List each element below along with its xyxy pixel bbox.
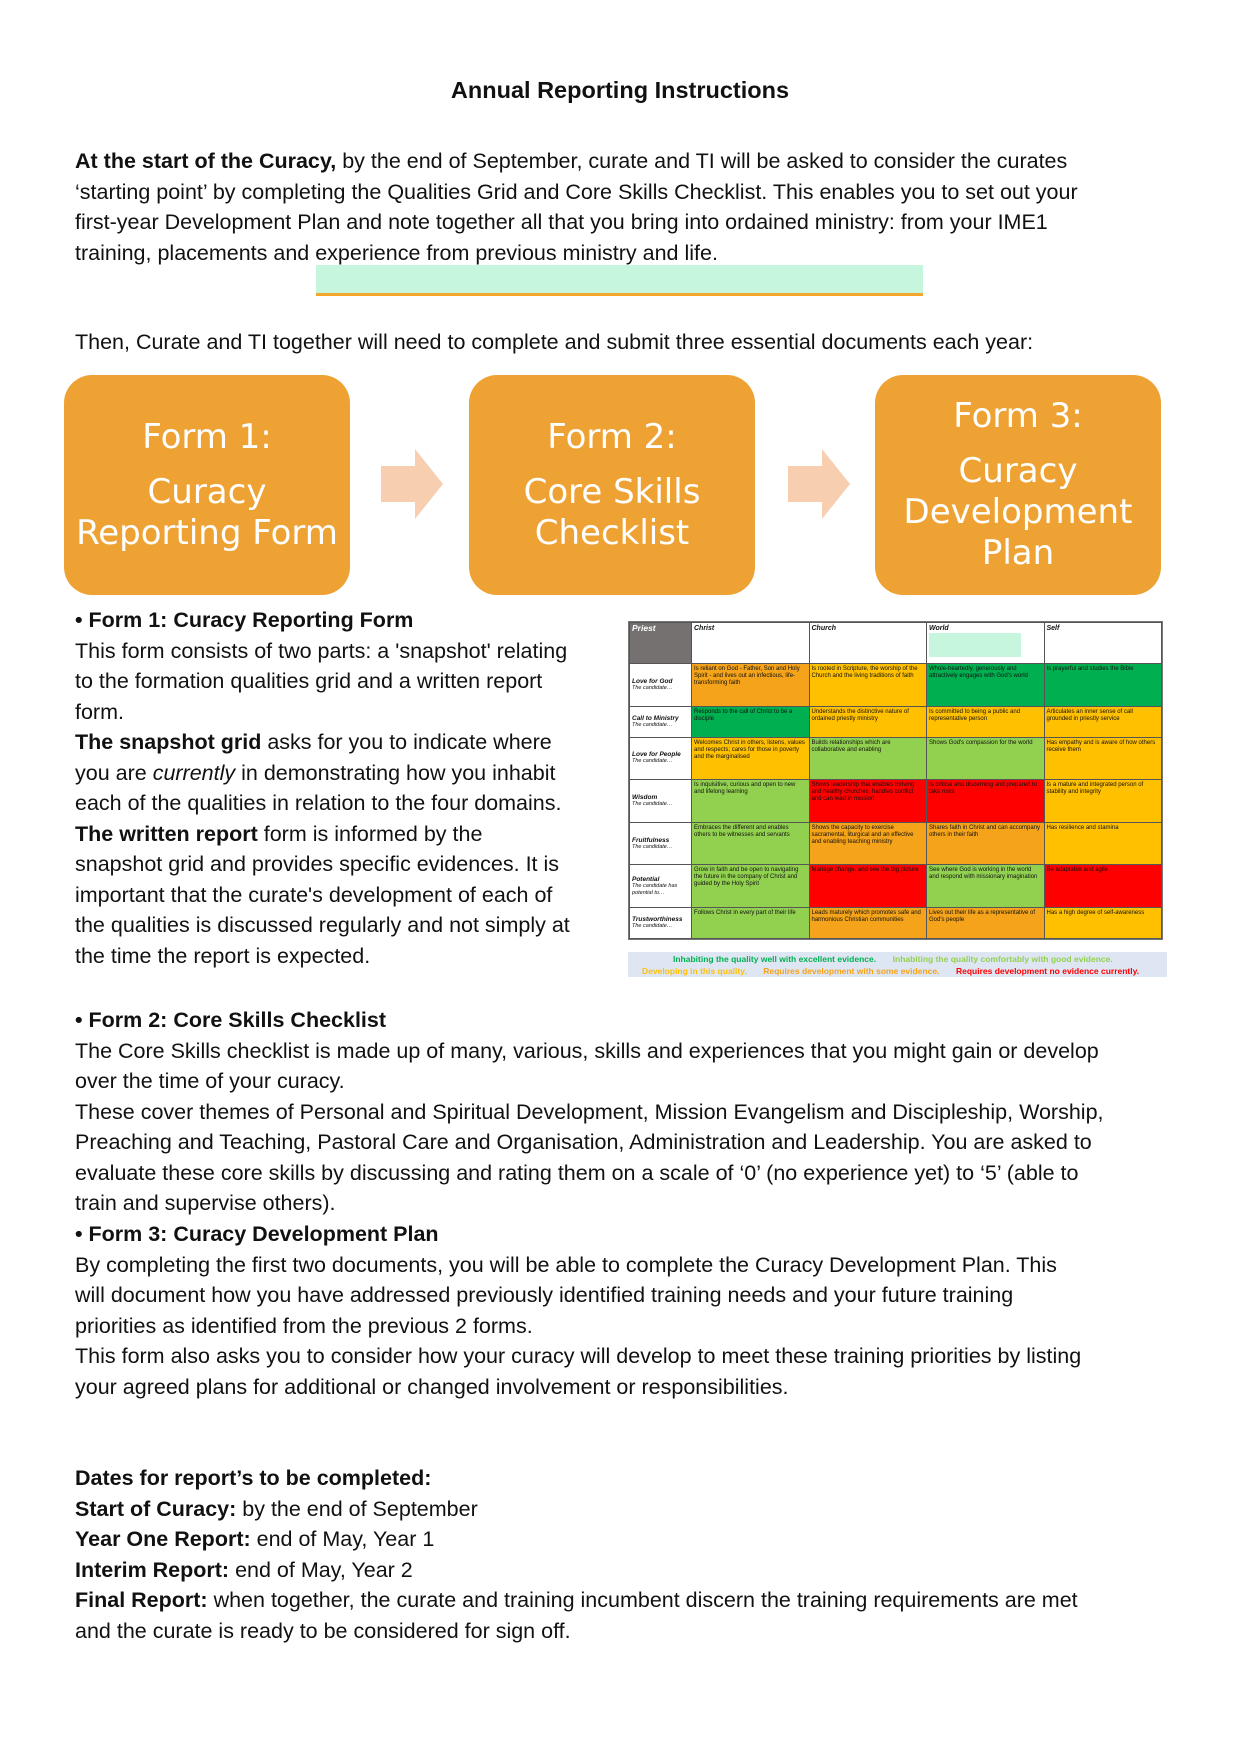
- grid-row-header: [630, 907, 692, 938]
- grid-cell: Understands the distinctive nature of ordained priestly ministry: [809, 706, 927, 737]
- grid-corner-header: Priest: [630, 623, 692, 664]
- form-3-box: [875, 375, 1161, 595]
- final-value: when together, the curate and training incumbent discern the training requirements are met: [207, 1588, 1078, 1612]
- grid-row: [630, 664, 1162, 707]
- grid-cell: Shares faith in Christ and can accompany others in their faith: [927, 822, 1045, 865]
- page-title: Annual Reporting Instructions: [450, 77, 790, 103]
- form-3-line: This form also asks you to consider how your curacy will develop to meet these training priorities by listing: [75, 1344, 1082, 1368]
- form-1-line: the time the report is expected.: [75, 943, 371, 968]
- form-2-line: train and supervise others).: [75, 1191, 336, 1215]
- form-2-line: over the time of your curacy.: [75, 1069, 345, 1093]
- grid-row: [630, 737, 1162, 780]
- legend-item-no-evidence: Requires development no evidence currently.: [955, 966, 1140, 976]
- grid-cell: Is inquisitive, curious and open to new and lifelong learning: [692, 780, 810, 823]
- grid-cell: Is committed to being a public and representative person: [927, 706, 1045, 737]
- arrow-right-icon: [381, 449, 443, 519]
- grid-cell: Builds relationships which are collaborative and enabling: [809, 737, 927, 780]
- grid-cell: Embraces the different and enables others to be witnesses and servants: [692, 822, 810, 865]
- form-3-heading: • Form 3: Curacy Development Plan: [75, 1222, 439, 1246]
- qualities-grid-table: [629, 622, 1162, 939]
- form-3-line: will document how you have addressed previously identified training needs and your future training: [75, 1283, 1014, 1307]
- form-1-box: [64, 375, 350, 595]
- interim-label: Interim Report:: [75, 1557, 230, 1582]
- grid-row-header: [630, 664, 692, 707]
- form-3-name-line: Curacy: [958, 451, 1078, 491]
- grid-row-sub: The candidate…: [632, 800, 673, 807]
- emphasis-currently: currently: [152, 760, 236, 785]
- legend-item-good: Inhabiting the quality comfortably with good evidence.: [892, 954, 1113, 964]
- grid-cell: Is prayerful and studies the Bible: [1044, 664, 1162, 707]
- then-text: Then, Curate and TI together will need to complete and submit three essential documents each year:: [75, 330, 1034, 354]
- grid-cell: Articulates an inner sense of call grounded in priestly service: [1044, 706, 1162, 737]
- form-3-line: By completing the first two documents, you will be able to complete the Curacy Development Plan. This: [75, 1252, 1057, 1277]
- grid-cell: Leads maturely which promotes safe and harmonious Christian communities: [809, 907, 927, 938]
- grid-cell: Follows Christ in every part of their life: [692, 907, 810, 938]
- snapshot-grid-label: The snapshot grid: [75, 730, 262, 754]
- grid-row-header: [630, 706, 692, 737]
- grid-row-sub: The candidate…: [632, 684, 673, 691]
- grid-cell: Shows leadership that enables thriving and healthy churches, handles conflict and can lead in mission: [809, 780, 927, 823]
- form-3-name-line: Plan: [981, 533, 1055, 573]
- form-2-section: [75, 1005, 1175, 1219]
- form-3-line: priorities as identified from the previous 2 forms.: [75, 1313, 533, 1338]
- grid-row: [630, 907, 1162, 938]
- grid-row-name: Call to Ministry: [632, 714, 679, 722]
- form-2-line: Preaching and Teaching, Pastoral Care and Organisation, Administration and Leadership. You are asked to: [75, 1130, 1092, 1154]
- grid-cell: Whole-heartedly, generously and attractively engages with God's world: [927, 664, 1045, 707]
- form-1-line: important that the curate's development of each of: [75, 882, 553, 907]
- dates-section: [75, 1463, 1175, 1646]
- form-3-section: [75, 1219, 1175, 1402]
- grid-row-sub: The candidate…: [632, 721, 673, 728]
- form-1-line: form.: [75, 699, 124, 724]
- form-2-number: Form 2:: [547, 416, 677, 457]
- start-value: by the end of September: [236, 1496, 478, 1521]
- form-1-line: form is informed by the: [257, 821, 483, 846]
- form-1-line: in demonstrating how you inhabit: [235, 760, 556, 785]
- form-1-section: [75, 605, 620, 971]
- grid-cell: Is rooted in Scripture, the worship of the Church and the living traditions of faith: [809, 664, 927, 707]
- grid-cell: Has a high degree of self-awareness: [1044, 907, 1162, 938]
- form-3-name-line: Development: [903, 492, 1133, 532]
- form-1-line: asks for you to indicate where: [261, 730, 552, 754]
- grid-column-header: Christ: [692, 623, 810, 664]
- grid-row-name: Potential: [632, 875, 660, 883]
- grid-cell: Be adaptable and agile: [1044, 865, 1162, 908]
- grid-cell: Has empathy and is aware of how others receive them: [1044, 737, 1162, 780]
- form-2-line: The Core Skills checklist is made up of many, various, skills and experiences that you might gain or develop: [75, 1038, 1099, 1063]
- form-2-name-line: Core Skills: [523, 471, 701, 512]
- form-1-line: the qualities is discussed regularly and not simply at: [75, 913, 570, 937]
- form-1-line: you are: [75, 760, 153, 785]
- year-one-label: Year One Report:: [75, 1527, 251, 1551]
- start-label: Start of Curacy:: [75, 1496, 237, 1521]
- intro-lead: At the start of the Curacy,: [75, 149, 337, 173]
- form-3-line: your agreed plans for additional or changed involvement or responsibilities.: [75, 1374, 789, 1399]
- grid-cell: Welcomes Christ in others, listens, values and respects; cares for those in poverty and the marginalised: [692, 737, 810, 780]
- grid-legend: [628, 952, 1167, 977]
- grid-row: [630, 780, 1162, 823]
- grid-column-header-text: World: [929, 625, 949, 632]
- grid-cell: Responds to the call of Christ to be a disciple: [692, 706, 810, 737]
- final-value: and the curate is ready to be considered for sign off.: [75, 1618, 571, 1643]
- grid-row: [630, 865, 1162, 908]
- grid-cell: Lives out their life as a representative of God's people: [927, 907, 1045, 938]
- written-report-label: The written report: [75, 821, 258, 846]
- qualities-grid: [628, 621, 1163, 940]
- legend-item-developing: Developing in this quality.: [642, 966, 747, 976]
- grid-row-name: Wisdom: [632, 793, 658, 801]
- grid-row-sub: The candidate…: [632, 922, 673, 929]
- grid-column-header: Self: [1044, 623, 1162, 664]
- arrow-right-icon: [788, 449, 850, 519]
- intro-line: ‘starting point’ by completing the Qualities Grid and Core Skills Checklist. This enables you to set out your: [75, 179, 1078, 204]
- form-1-number: Form 1:: [142, 416, 272, 457]
- form-1-line: each of the qualities in relation to the four domains.: [75, 791, 562, 815]
- grid-row-header: [630, 780, 692, 823]
- form-2-box: [469, 375, 755, 595]
- grid-column-header: [927, 623, 1045, 664]
- grid-row-sub: The candidate…: [632, 758, 673, 765]
- intro-line: training, placements and experience from previous ministry and life.: [75, 240, 718, 265]
- grid-cell: See where God is working in the world and respond with missionary imagination: [927, 865, 1045, 908]
- grid-row-name: Love for God: [632, 677, 673, 685]
- intro-line: first-year Development Plan and note together all that you bring into ordained ministry: from your IME1: [75, 210, 1048, 234]
- dates-heading: Dates for report’s to be completed:: [75, 1466, 432, 1490]
- grid-cell: Is a mature and integrated person of stability and integrity: [1044, 780, 1162, 823]
- grid-column-header: Church: [809, 623, 927, 664]
- legend-item-excellent: Inhabiting the quality well with excellent evidence.: [673, 954, 877, 964]
- grid-cell: Grow in faith and be open to navigating the future in the company of Christ and guided by the Holy Spirit: [692, 865, 810, 908]
- form-1-line: This form consists of two parts: a 'snapshot' relating: [75, 638, 568, 663]
- grid-row-name: Trustworthiness: [632, 915, 683, 923]
- intro-paragraph: [75, 146, 1175, 268]
- intro-line: by the end of September, curate and TI will be asked to consider the curates: [336, 149, 1068, 173]
- highlight-bar: [316, 265, 923, 296]
- grid-body: [630, 664, 1162, 939]
- grid-row-sub: The candidate…: [632, 843, 673, 850]
- grid-row-header: [630, 865, 692, 908]
- grid-row-header: [630, 737, 692, 780]
- year-one-value: end of May, Year 1: [250, 1527, 435, 1551]
- grid-row-name: Love for People: [632, 751, 681, 759]
- grid-row-sub: The candidate has potential to…: [632, 882, 678, 896]
- grid-highlight: [929, 633, 1021, 657]
- grid-cell: Is critical and discerning and prepared to take risks: [927, 780, 1045, 823]
- interim-value: end of May, Year 2: [229, 1557, 413, 1582]
- grid-cell: Manage change, and see the big picture: [809, 865, 927, 908]
- legend-item-some-evidence: Requires development with some evidence.: [763, 966, 940, 976]
- form-1-line: to the formation qualities grid and a written report: [75, 669, 543, 693]
- form-2-heading: • Form 2: Core Skills Checklist: [75, 1008, 387, 1032]
- form-2-name-line: Checklist: [534, 512, 690, 553]
- form-1-name-line: Curacy: [147, 471, 267, 512]
- grid-row: [630, 822, 1162, 865]
- grid-row-header: [630, 822, 692, 865]
- form-3-number: Form 3:: [953, 396, 1083, 436]
- form-2-line: evaluate these core skills by discussing and rating them on a scale of ‘0’ (no experience yet) to ‘5’ (able to: [75, 1160, 1079, 1185]
- grid-row-name: Fruitfulness: [632, 836, 670, 844]
- form-1-line: snapshot grid and provides specific evidences. It is: [75, 852, 560, 876]
- grid-row: [630, 706, 1162, 737]
- form-1-heading: • Form 1: Curacy Reporting Form: [75, 608, 414, 632]
- grid-cell: Is reliant on God - Father, Son and Holy Spirit - and lives out an infectious, life-transforming faith: [692, 664, 810, 707]
- grid-cell: Has resilience and stamina: [1044, 822, 1162, 865]
- form-1-name-line: Reporting Form: [76, 512, 338, 553]
- final-label: Final Report:: [75, 1588, 208, 1612]
- grid-cell: Shows the capacity to exercise sacramental, liturgical and an effective and enabling teaching ministry: [809, 822, 927, 865]
- form-2-line: These cover themes of Personal and Spiritual Development, Mission Evangelism and Discipleship, Worship,: [75, 1099, 1104, 1124]
- grid-cell: Shows God's compassion for the world: [927, 737, 1045, 780]
